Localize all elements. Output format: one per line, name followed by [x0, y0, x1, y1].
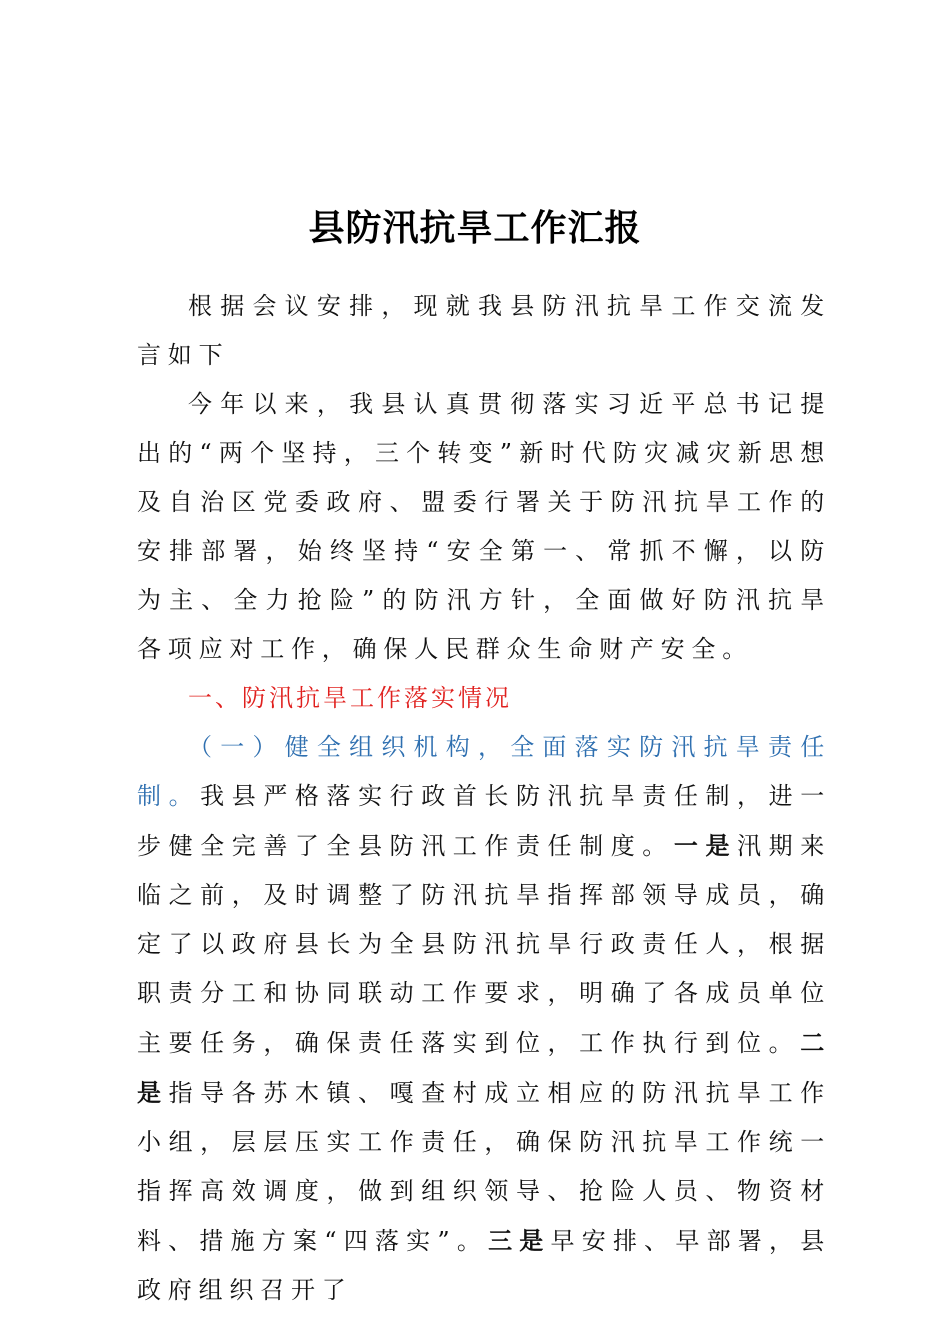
overview-paragraph: 今年以来，我县认真贯彻落实习近平总书记提出的“两个坚持，三个转变”新时代防灾减灾新思想及自治区党委政府、盟委行署关于防汛抗旱工作的安排部署，始终坚持“安全第一、常抓不懈，以防为主、全力抢险”的防汛方针，全面做好防汛抗旱各项应对工作，确保人民群众生命财产安全。: [137, 390, 831, 663]
subsection-paragraph: [137, 723, 831, 1315]
intro-paragraph: 根据会议安排，现就我县防汛抗旱工作交流发言如下: [137, 292, 831, 369]
subsection-text-d: 早安排、早部署，县政府组织召开了: [137, 1227, 832, 1304]
marker-third: 三是: [488, 1226, 551, 1255]
subsection-heading: （一）健全组织机构，全面落实防汛抗旱责任制。: [137, 733, 831, 810]
marker-second: 二是: [137, 1028, 831, 1107]
subsection-text-a: 我县严格落实行政首长防汛抗旱责任制，进一步健全完善了全县防汛工作责任制度。: [137, 782, 831, 860]
section-heading: 一、防汛抗旱工作落实情况: [188, 684, 512, 712]
subsection-text-b: 汛期来临之前，及时调整了防汛抗旱指挥部领导成员，确定了以政府县长为全县防汛抗旱行政责任人，根据职责分工和协同联动工作要求，明确了各成员单位主要任务，确保责任落实到位，工作执行到位。: [137, 832, 831, 1057]
document-body: [137, 282, 831, 1315]
marker-first: 一是: [673, 831, 738, 860]
subsection-text-c: 指导各苏木镇、嘎查村成立相应的防汛抗旱工作小组，层层压实工作责任，确保防汛抗旱工作统一指挥高效调度，做到组织领导、抢险人员、物资材料、措施方案“四落实”。: [137, 1079, 831, 1255]
document-title: 县防汛抗旱工作汇报: [308, 207, 642, 249]
